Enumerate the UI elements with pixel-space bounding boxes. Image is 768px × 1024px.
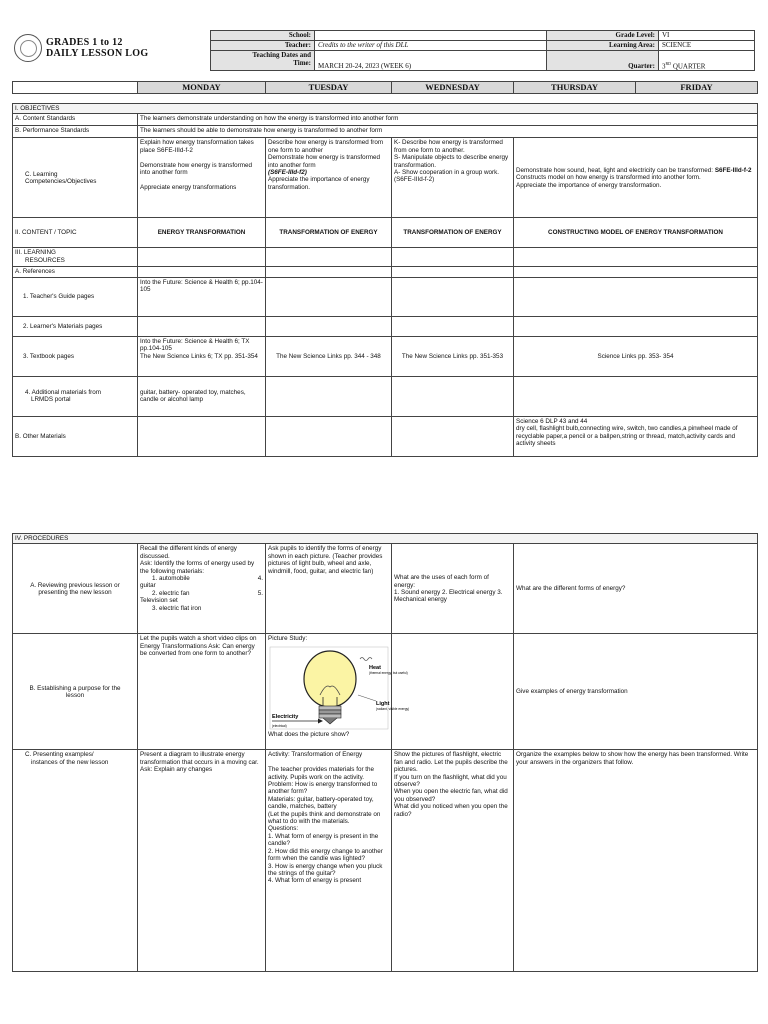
content-topic-label: II. CONTENT / TOPIC <box>13 218 138 248</box>
presenting-examples-thursday: Organize the examples below to show how the energy has been transformed. Write your answers in the organizers that follow. <box>514 750 758 972</box>
activity-question-3: 3. How is energy change when you pluck the strings of the guitar? <box>268 862 383 877</box>
grade-value: VI <box>659 31 755 41</box>
picture-question: What does the picture show? <box>268 730 350 738</box>
references-cell-mon <box>138 267 266 277</box>
area-value: SCIENCE <box>659 41 755 51</box>
activity-questions-heading: Questions: <box>268 825 299 833</box>
day-header-row <box>12 81 758 94</box>
reviewing-label-line1: A. Reviewing previous lesson or <box>30 581 120 589</box>
day-header-blank <box>13 82 138 94</box>
light-label: Light <box>376 700 390 707</box>
comp-mon-line2: Demonstrate how energy is transformed into another form <box>140 161 252 177</box>
dates-label-line1: Teaching Dates and <box>252 51 311 59</box>
content-standards-label: A. Content Standards <box>13 114 138 126</box>
purpose-label-line2: lesson <box>65 691 85 699</box>
day-friday: FRIDAY <box>636 82 758 94</box>
competencies-label-line2: Competencies/Objectives <box>25 177 97 185</box>
examples-label-line2: instances of the new lesson <box>31 758 109 766</box>
review-mon-item3: 3. electric flat iron <box>152 604 202 612</box>
day-wednesday: WEDNESDAY <box>392 82 514 94</box>
other-materials-tue <box>266 416 392 456</box>
title-line-2: DAILY LESSON LOG <box>46 48 149 59</box>
activity-question-1: 1. What form of energy is present in the candle? <box>268 832 379 848</box>
day-thursday: THURSDAY <box>514 82 636 94</box>
dates-label-line2: Time: <box>293 59 311 67</box>
activity-intro: The teacher provides materials for the activity. Pupils work on the activity. <box>268 766 375 781</box>
comp-mon-line3: Appreciate energy transformations <box>140 183 237 191</box>
bulb-base-band-2 <box>319 710 341 714</box>
other-materials-wed <box>392 416 514 456</box>
resources-cell-mon <box>138 248 266 267</box>
examples-wed-line3: When you open the electric fan, what did you observed? <box>394 788 508 803</box>
competencies-label <box>13 138 138 218</box>
reviewing-thursday: What are the different forms of energy? <box>514 544 758 634</box>
bulb-base-band-1 <box>319 706 341 710</box>
review-mon-item4: guitar <box>140 582 156 590</box>
additional-materials-label <box>13 376 138 416</box>
activity-instruction: (Let the pupils think and demonstrate on what to do with the materials. <box>268 810 381 826</box>
review-wed-line2: 1. Sound energy 2. Electrical energy 3. Mechanical energy <box>394 588 503 604</box>
presenting-examples-tuesday <box>266 750 392 972</box>
lesson-table-top <box>12 103 758 457</box>
competencies-monday <box>138 138 266 218</box>
dates-value: MARCH 20-24, 2023 (WEEK 6) <box>315 51 547 71</box>
examples-label-line1: C. Presenting examples/ <box>25 751 94 759</box>
textbook-pages-thursday: Science Links pp. 353- 354 <box>514 336 758 376</box>
references-cell-thu <box>514 267 758 277</box>
comp-mon-line1: Explain how energy transformation takes place S6FE-IIId-f-2 <box>140 139 254 154</box>
establishing-purpose-monday: Let the pupils watch a short video clips on Energy Transformations Ask: Can energy be converted from one form to another? <box>138 634 266 750</box>
textbook-mon-line1: Into the Future: Science & Health 6; TX pp.104-105 <box>140 337 250 353</box>
textbook-pages-monday <box>138 336 266 376</box>
learners-materials-wed <box>392 316 514 336</box>
additional-materials-monday: guitar, battery- operated toy, matches, candle or alcohol lamp <box>138 376 266 416</box>
learners-materials-label: 2. Learner's Materials pages <box>13 316 138 336</box>
school-value <box>315 31 547 41</box>
textbook-pages-tuesday: The New Science Links pp. 344 - 348 <box>266 336 392 376</box>
teachers-guide-wed <box>392 277 514 316</box>
objectives-heading: I. OBJECTIVES <box>13 104 758 114</box>
review-mon-item1: 1. automobile <box>152 575 190 583</box>
quarter-label: Quarter: <box>547 51 659 71</box>
additional-materials-wed <box>392 376 514 416</box>
resources-cell-thu <box>514 248 758 267</box>
learners-materials-mon <box>138 316 266 336</box>
performance-standards-text: The learners should be able to demonstrate how energy is transformed to another form <box>138 126 758 138</box>
topic-thursday-friday: CONSTRUCTING MODEL OF ENERGY TRANSFORMATION <box>514 218 758 248</box>
review-mon-line1: Recall the different kinds of energy discussed. <box>140 545 237 560</box>
teacher-value: Credits to the writer of this DLL <box>315 41 547 51</box>
additional-label-line1: 4. Additional materials from <box>25 388 101 396</box>
deped-seal-logo <box>14 34 42 62</box>
additional-materials-tue <box>266 376 392 416</box>
activity-problem: Problem: How is energy transformed to another form? <box>268 781 378 796</box>
learners-materials-thu <box>514 316 758 336</box>
additional-label-line2: LRMDS portal <box>31 396 71 404</box>
performance-standards-label: B. Performance Standards <box>13 126 138 138</box>
other-materials-label: B. Other Materials <box>13 416 138 456</box>
competencies-label-line1: C. Learning <box>25 170 58 178</box>
heat-label: Heat <box>369 664 381 671</box>
activity-materials: Materials: guitar, battery-operated toy, candle, matches, battery <box>268 795 374 811</box>
grade-label: Grade Level: <box>547 31 659 41</box>
teachers-guide-label: 1. Teacher's Guide pages <box>13 277 138 316</box>
reviewing-monday <box>138 544 266 634</box>
comp-tue-line1: Describe how energy is transformed from one form to another <box>268 139 384 154</box>
review-mon-item2: 2. electric fan <box>152 589 190 597</box>
resources-cell-tue <box>266 248 392 267</box>
references-label: A. References <box>13 267 138 277</box>
reviewing-wednesday <box>392 544 514 634</box>
establishing-purpose-label <box>13 634 138 750</box>
bulb-glass <box>304 651 356 707</box>
comp-thu-line2: Constructs model on how energy is transformed into another form. <box>516 174 701 182</box>
examples-wed-line1: Show the pictures of flashlight, electric fan and radio. Let the pupils describe the pictures. <box>394 751 508 774</box>
quarter-num: 3 <box>662 62 666 70</box>
lesson-table-procedures <box>12 533 758 972</box>
reviewing-tuesday: Ask pupils to identify the forms of energy shown in each picture. (Teacher provides pictures of light bulb, wheel and axle, windmill, food, guitar, and electric fan) <box>266 544 392 634</box>
teachers-guide-thu <box>514 277 758 316</box>
activity-title: Activity: Transformation of Energy <box>268 751 363 759</box>
light-sublabel: (radiant, visible energy) <box>376 706 410 711</box>
presenting-examples-label <box>13 750 138 972</box>
bulb-base-band-3 <box>319 714 341 718</box>
presenting-examples-monday: Present a diagram to illustrate energy transformation that occurs in a moving car. Ask: Explain any changes <box>138 750 266 972</box>
topic-tuesday: TRANSFORMATION OF ENERGY <box>266 218 392 248</box>
teachers-guide-tue <box>266 277 392 316</box>
comp-thu-line3: Appreciate the importance of energy transformation. <box>516 181 662 189</box>
heat-sublabel: (thermal energy, but useful) <box>369 670 408 675</box>
quarter-sup: RD <box>665 60 672 66</box>
comp-tue-line4: Appreciate the importance of energy transformation. <box>268 176 370 191</box>
comp-tue-code: (S6FE-IIId-f2) <box>268 169 307 177</box>
resources-label-line1: III. LEARNING <box>15 249 56 257</box>
other-materials-mon <box>138 416 266 456</box>
review-mon-item5-num: 5. <box>257 589 263 597</box>
area-label: Learning Area: <box>547 41 659 51</box>
reviewing-label-line2: presenting the new lesson <box>38 588 112 596</box>
references-cell-wed <box>392 267 514 277</box>
comp-wed-line1: K- Describe how energy is transformed from one form to another. <box>394 139 503 154</box>
electricity-label: Electricity <box>272 713 299 720</box>
comp-wed-line2: S- Manipulate objects to describe energy transformation. <box>394 154 509 169</box>
textbook-pages-wednesday: The New Science Links pp. 351-353 <box>392 336 514 376</box>
light-bulb-energy-diagram <box>268 645 410 731</box>
other-thu-line2: dry cell, flashlight bulb,connecting wire, switch, two candles,a pinwheel made of recyclable paper,a pencil or a ballpen,string or thread, match,activity cards and activity sheets <box>516 425 738 448</box>
activity-question-4: 4. What form of energy is present <box>268 877 362 885</box>
title-line-1: GRADES 1 to 12 <box>46 37 123 48</box>
comp-wed-line3: A- Show cooperation in a group work. <box>394 169 500 177</box>
presenting-examples-wednesday <box>392 750 514 972</box>
procedures-heading: IV. PROCEDURES <box>13 534 758 544</box>
comp-thu-code: S6FE-IIId-f-2 <box>714 166 752 174</box>
teacher-label: Teacher: <box>211 41 315 51</box>
document-title <box>46 37 148 59</box>
other-thu-line1: Science 6 DLP 43 and 44 <box>516 417 588 425</box>
picture-study-label: Picture Study: <box>268 635 308 643</box>
additional-materials-thu <box>514 376 758 416</box>
review-mon-item4-num: 4. <box>257 575 263 583</box>
competencies-wednesday <box>392 138 514 218</box>
reviewing-lesson-label <box>13 544 138 634</box>
activity-question-2: 2. How did this energy change to another form when the candle was lighted? <box>268 847 383 863</box>
establishing-purpose-thursday: Give examples of energy transformation <box>514 634 758 750</box>
review-mon-item5: Television set <box>140 597 178 605</box>
day-monday: MONDAY <box>138 82 266 94</box>
teachers-guide-monday: Into the Future: Science & Health 6; pp.104-105 <box>138 277 266 316</box>
purpose-label-line1: B. Establishing a purpose for the <box>29 684 121 692</box>
topic-wednesday: TRANSFORMATION OF ENERGY <box>392 218 514 248</box>
examples-wed-line2: If you turn on the flashlight, what did you observe? <box>394 773 507 789</box>
learning-resources-label <box>13 248 138 267</box>
topic-monday: ENERGY TRANSFORMATION <box>138 218 266 248</box>
quarter-value <box>659 51 755 71</box>
content-standards-text: The learners demonstrate understanding on how the energy is transformed into another form <box>138 114 758 126</box>
examples-wed-line4: What did you noticed when you open the radio? <box>394 803 508 818</box>
competencies-tuesday <box>266 138 392 218</box>
dates-label <box>211 51 315 71</box>
resources-cell-wed <box>392 248 514 267</box>
review-wed-line1: What are the uses of each form of energy: <box>394 574 489 589</box>
textbook-mon-line2: The New Science Links 6; TX pp. 351-354 <box>140 352 258 360</box>
header-info-table <box>210 30 755 71</box>
competencies-thursday-friday <box>514 138 758 218</box>
school-label: School: <box>211 31 315 41</box>
quarter-word: QUARTER <box>671 62 706 70</box>
electricity-sublabel: (electrical) <box>272 723 287 728</box>
comp-wed-code: (S6FE-IIId-f-2) <box>394 176 435 184</box>
textbook-pages-label: 3. Textbook pages <box>13 336 138 376</box>
review-mon-line2: Ask: Identify the forms of energy used by the following materials: <box>140 560 255 575</box>
comp-thu-line1: Demonstrate how sound, heat, light and electricity can be transformed: <box>516 166 715 174</box>
resources-label-line2: RESOURCES <box>25 256 65 264</box>
other-materials-thursday <box>514 416 758 456</box>
day-tuesday: TUESDAY <box>266 82 392 94</box>
learners-materials-tue <box>266 316 392 336</box>
comp-tue-line2: Demonstrate how energy is transformed into another form <box>268 154 380 169</box>
references-cell-tue <box>266 267 392 277</box>
establishing-purpose-wed <box>392 634 514 750</box>
establishing-purpose-tuesday <box>266 634 410 750</box>
